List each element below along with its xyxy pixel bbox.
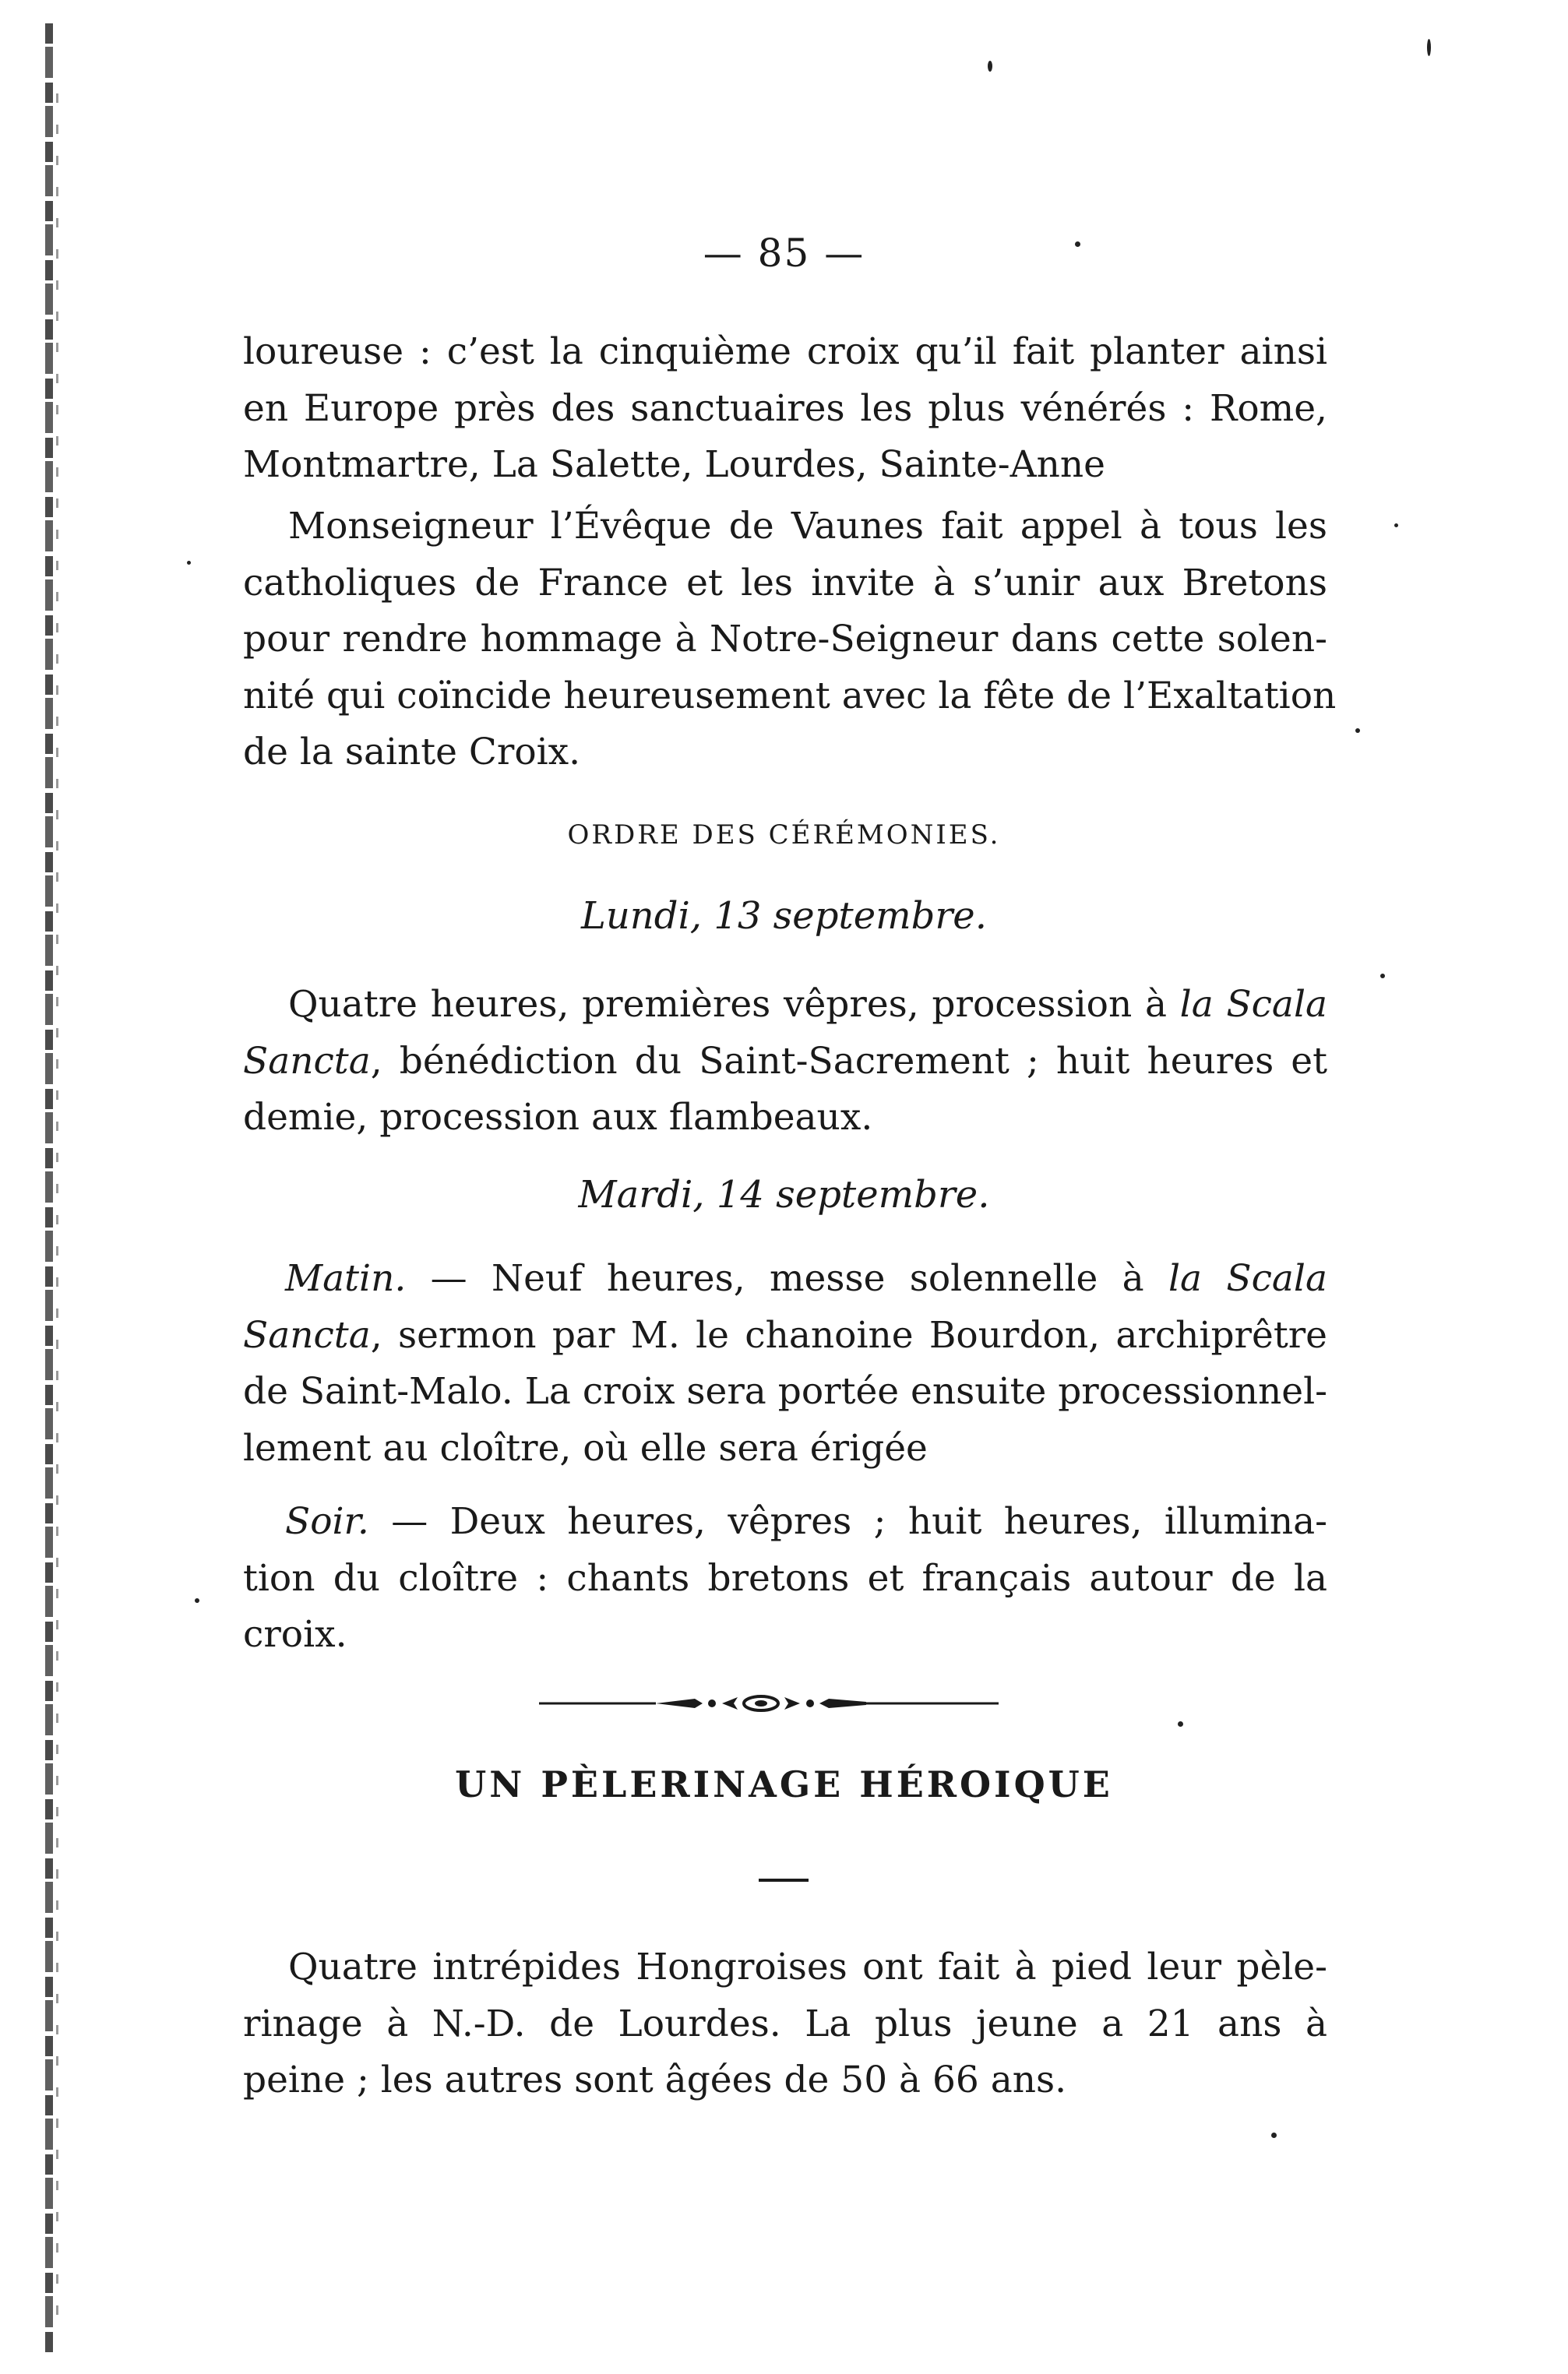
text-line: de Saint-Malo. La croix sera portée ensuite processionnel- bbox=[243, 1370, 1328, 1413]
scan-speck bbox=[195, 1598, 199, 1603]
text-line bbox=[243, 1090, 1327, 1146]
tuesday-evening-paragraph bbox=[243, 1494, 1327, 1664]
text-line: catholiques de France et les invite à s’unir aux Bretons bbox=[243, 561, 1327, 604]
article-paragraph bbox=[243, 1939, 1327, 2109]
article-title: UN PÈLERINAGE HÉROIQUE bbox=[455, 1763, 1113, 1805]
matin-label: Matin. bbox=[285, 1257, 407, 1300]
text-line: nité qui coïncide heureusement avec la fête de l’Exaltation bbox=[243, 674, 1337, 717]
text-run: Quatre heures, premières vêpres, procession à bbox=[288, 983, 1180, 1026]
soir-label: Soir. bbox=[285, 1500, 369, 1543]
text-line bbox=[243, 1251, 1327, 1308]
scan-speck bbox=[1427, 39, 1431, 56]
text-line: tion du cloître : chants bretons et français autour de la bbox=[243, 1556, 1327, 1600]
text-line: loureuse : c’est la cinquième croix qu’il fait planter ainsi bbox=[243, 330, 1327, 373]
scan-speck bbox=[988, 61, 992, 72]
text-line: pour rendre hommage à Notre-Seigneur dans cette solen- bbox=[243, 618, 1327, 660]
scan-speck bbox=[1355, 728, 1360, 733]
text-line: de la sainte Croix. bbox=[243, 731, 581, 773]
scan-speck bbox=[1178, 1721, 1183, 1727]
text-line bbox=[243, 1308, 1327, 1365]
text-run: , bénédiction du Saint-Sacrement ; huit heures et bbox=[370, 1039, 1327, 1083]
ceremonies-heading: ORDRE DES CÉRÉMONIES. bbox=[567, 819, 1001, 851]
italic-run: Sancta bbox=[243, 1039, 371, 1083]
tuesday-morning-paragraph bbox=[243, 1251, 1327, 1477]
text-line: croix. bbox=[243, 1613, 347, 1656]
tuesday-heading: Mardi, 14 septembre. bbox=[578, 1173, 990, 1217]
ornamental-divider bbox=[539, 1692, 999, 1715]
text-run: — Neuf heures, messe solennelle à bbox=[406, 1257, 1168, 1300]
text-line: peine ; les autres sont âgées de 50 à 66 ans. bbox=[243, 2059, 1067, 2101]
scan-speck bbox=[187, 561, 191, 565]
monday-paragraph bbox=[243, 977, 1327, 1146]
text-line: lement au cloître, où elle sera érigée bbox=[243, 1426, 928, 1470]
italic-run: la Scala bbox=[1168, 1257, 1327, 1300]
text-line bbox=[243, 1494, 1327, 1551]
text-run: , sermon par M. le chanoine Bourdon, archiprêtre bbox=[370, 1313, 1327, 1357]
text-line bbox=[243, 1034, 1327, 1090]
scan-speck bbox=[1394, 523, 1398, 527]
intro-paragraph bbox=[243, 324, 1327, 494]
scan-speck bbox=[1380, 974, 1385, 978]
scan-speck bbox=[1271, 2133, 1277, 2138]
text-line: Quatre intrépides Hongroises ont fait à pied leur pèle- bbox=[288, 1946, 1327, 1988]
text-line: Montmartre, La Salette, Lourdes, Sainte-Anne bbox=[243, 443, 1105, 486]
text-line: en Europe près des sanctuaires les plus vénérés : Rome, bbox=[243, 386, 1327, 430]
text-line bbox=[243, 977, 1327, 1034]
text-line: Monseigneur l’Évêque de Vaunes fait appel à tous les bbox=[288, 505, 1327, 548]
text-run: — Deux heures, vêpres ; huit heures, illumina- bbox=[368, 1500, 1327, 1543]
title-rule bbox=[759, 1879, 809, 1882]
text-run: demie, procession aux flambeaux. bbox=[243, 1096, 873, 1139]
italic-run: la Scala bbox=[1179, 983, 1327, 1026]
monday-heading: Lundi, 13 septembre. bbox=[581, 894, 987, 938]
italic-run: Sancta bbox=[243, 1313, 371, 1357]
text-line: rinage à N.-D. de Lourdes. La plus jeune a 21 ans à bbox=[243, 2002, 1327, 2045]
appeal-paragraph bbox=[243, 498, 1337, 781]
page-number: — 85 — bbox=[703, 231, 865, 276]
